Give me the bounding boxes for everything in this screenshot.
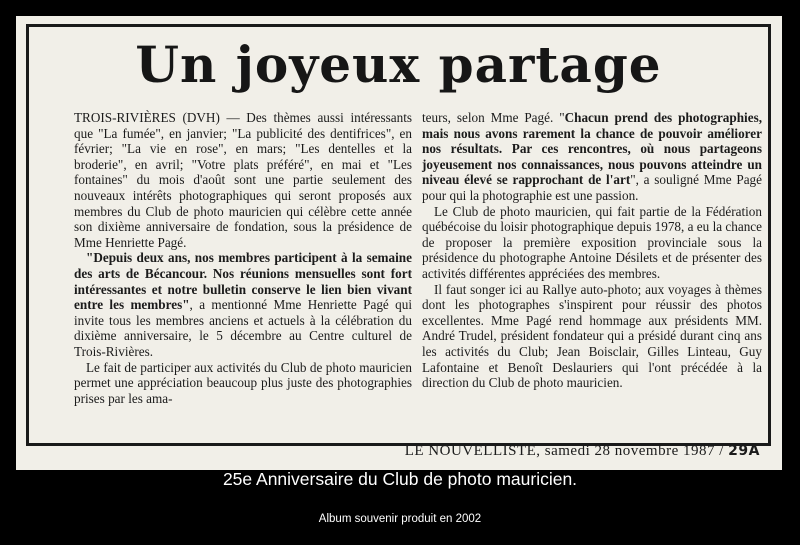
- page-number: 29A: [728, 443, 760, 459]
- paragraph-3: Le fait de participer aux activités du Club de photo mauricien permet une appréciation beaucoup plus juste des photographies prises par les ama-: [74, 359, 412, 406]
- paragraph-5: Le Club de photo mauricien, qui fait partie de la Fédération québécoise du loisir photographique depuis 1978, a eu la chance de proposer la première exposition provinciale sous la présidence du photographe Antoine Désilets et de présenter des activités différentes appréciées des membres.: [422, 203, 762, 281]
- quote-bold: Chacun prend des photographies, mais nous avons rarement la chance de pouvoir améliorer nos résultats. Par ces rencontres, où nous partageons joyeusement nos connaissances, nous pouvons atteindre un niveau élevé se rapprochant de l'art: [422, 110, 763, 188]
- album-subcaption: Album souvenir produit en 2002: [318, 513, 482, 525]
- paragraph-4: teurs, selon Mme Pagé. "Chacun prend des photographies, mais nous avons rarement la chance de pouvoir améliorer nos résultats. Par ces rencontres, où nous partageons joyeusement nos connaissances, nous pouvons atteindre un niveau élevé se rapprochant de l'art", a souligné Mme Pagé pour qui la photographie est une passion.: [422, 110, 763, 203]
- album-caption: 25e Anniversaire du Club de photo mauricien.: [222, 469, 578, 489]
- paragraph-6: Il faut songer ici au Rallye auto-photo; aux voyages à thèmes dont les photographes s'inspirent pour réussir des photos excellentes. Mme Pagé rend hommage aux présidents MM. André Trudel, président fondateur qui a présidé durant cinq ans les activités du Club; Jean Boisclair, Gilles Linteau, Guy Lafontaine et Benoît Deslauriers qui l'ont précédée à la direction du Club de photo mauricien.: [422, 281, 762, 391]
- newspaper-clipping: [16, 16, 782, 470]
- paragraph-1: TROIS-RIVIÈRES (DVH) — Des thèmes aussi intéressants que "La fumée", en janvier; "La publicité des dentifrices", en février; "La vie en rose", en mars; "Les dentelles et la broderie", en avril; "Votre plats préféré", en mai et "Les fontaines" du mois d'août sont une partie seulement des nouveaux intérêts photographiques qui seront proposés aux membres du Club de photo mauricien qui célèbre cette année son dixième anniversaire de fondation, sous la présidence de Mme Henriette Pagé.: [74, 110, 412, 250]
- headline: Un joyeux partage: [135, 35, 662, 94]
- article-left-column: [74, 110, 412, 406]
- article-right-column: [422, 110, 762, 391]
- article-frame: [26, 24, 771, 446]
- paragraph-2: "Depuis deux ans, nos membres participent à la semaine des arts de Bécancour. Nos réunions mensuelles sont fort intéressantes et notre bulletin conserve le lien bien vivant entre les membres", a mentionné Mme Henriette Pagé qui invite tous les membres anciens et actuels à la célébration du dixième anniversaire, le 5 décembre au Centre culturel de Trois-Rivières.: [74, 250, 412, 359]
- quote-bold: "Depuis deux ans, nos membres participent à la semaine des arts de Bécancour. Nos réunions mensuelles sont fort intéressantes et notre bulletin conserve le lien bien vivant entre les membres": [74, 250, 412, 313]
- source-line: [16, 443, 760, 460]
- source-text: LE NOUVELLISTE, samedi 28 novembre 1987 /: [404, 443, 724, 459]
